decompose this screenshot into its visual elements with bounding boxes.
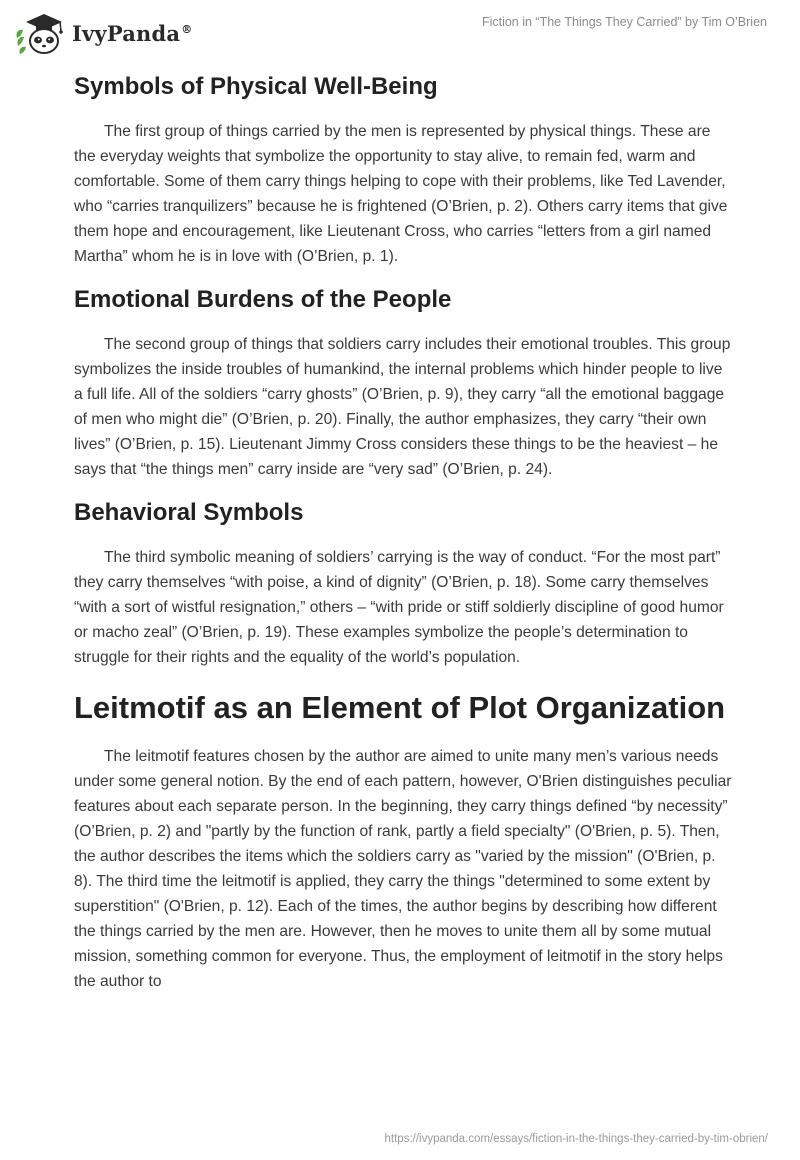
page-header [0, 0, 800, 60]
section-heading-emotional: Emotional Burdens of the People [74, 286, 452, 313]
main-section-heading: Leitmotif as an Element of Plot Organization [74, 690, 726, 725]
section-paragraph-emotional: The second group of things that soldiers carry includes their emotional troubles. This group symbolizes the inside troubles of humankind, the internal problems which hinder people to live a full life. All of the soldiers “carry ghosts” (O’Brien, p. 9), they carry “all the emotional baggage of men who might die” (O’Brien, p. 20). Finally, the author emphasizes, they carry “their own lives” (O’Brien, p. 15). Lieutenant Jimmy Cross considers these things to be the heaviest – he says that “the things men” carry inside are “very sad” (O’Brien, p. 24). [74, 336, 731, 478]
section-heading-behavioral: Behavioral Symbols [74, 499, 304, 526]
brand-name: IvyPanda® [72, 20, 193, 46]
section-paragraph-physical: The first group of things carried by the men is represented by physical things. These are the everyday weights that symbolize the opportunity to stay alive, to remain fed, warm and comfortable. Some of them carry things helping to cope with their problems, like Ted Lavender, who “carries tranquilizers” because he is frightened (O’Brien, p. 2). Others carry items that give them hope and encouragement, like Lieutenant Cross, who carries “letters from a girl named Martha” whom he is in love with (O’Brien, p. 1). [74, 123, 728, 265]
source-url[interactable]: https://ivypanda.com/essays/fiction-in-the-things-they-carried-by-tim-obrien/ [384, 1133, 768, 1145]
main-section-paragraph: The leitmotif features chosen by the author are aimed to unite many men’s various needs under some general notion. By the end of each pattern, however, O'Brien distinguishes peculiar features about each separate person. In the beginning, they carry things defined “by necessity” (O’Brien, p. 2) and "partly by the function of rank, partly a field specialty" (O'Brien, p. 5). Then, the author describes the items which the soldiers carry as "varied by the mission" (O'Brien, p. 8). The third time the leitmotif is applied, they carry the things "determined to some extent by superstition" (O'Brien, p. 12). Each of the times, the author begins by describing how different the things carried by the men are. However, then he moves to unite them all by some mutual mission, something common for everyone. Thus, the employment of leitmotif in the story helps the author to [74, 748, 732, 990]
section-heading-physical: Symbols of Physical Well-Being [74, 73, 438, 100]
ivypanda-logo[interactable] [14, 10, 192, 56]
panda-logo-icon [14, 10, 68, 56]
section-paragraph-behavioral: The third symbolic meaning of soldiers’ carrying is the way of conduct. “For the most part” they carry themselves “with poise, a kind of dignity” (O’Brien, p. 18). Some carry themselves “with a sort of wistful resignation,” others – “with pride or stiff soldierly discipline of good humor or macho zeal” (O’Brien, p. 19). These examples symbolize the people’s determination to struggle for their rights and the equality of the world’s population. [74, 549, 724, 666]
document-title: Fiction in “The Things They Carried” by Tim O’Brien [481, 15, 767, 29]
essay-content [74, 70, 734, 994]
